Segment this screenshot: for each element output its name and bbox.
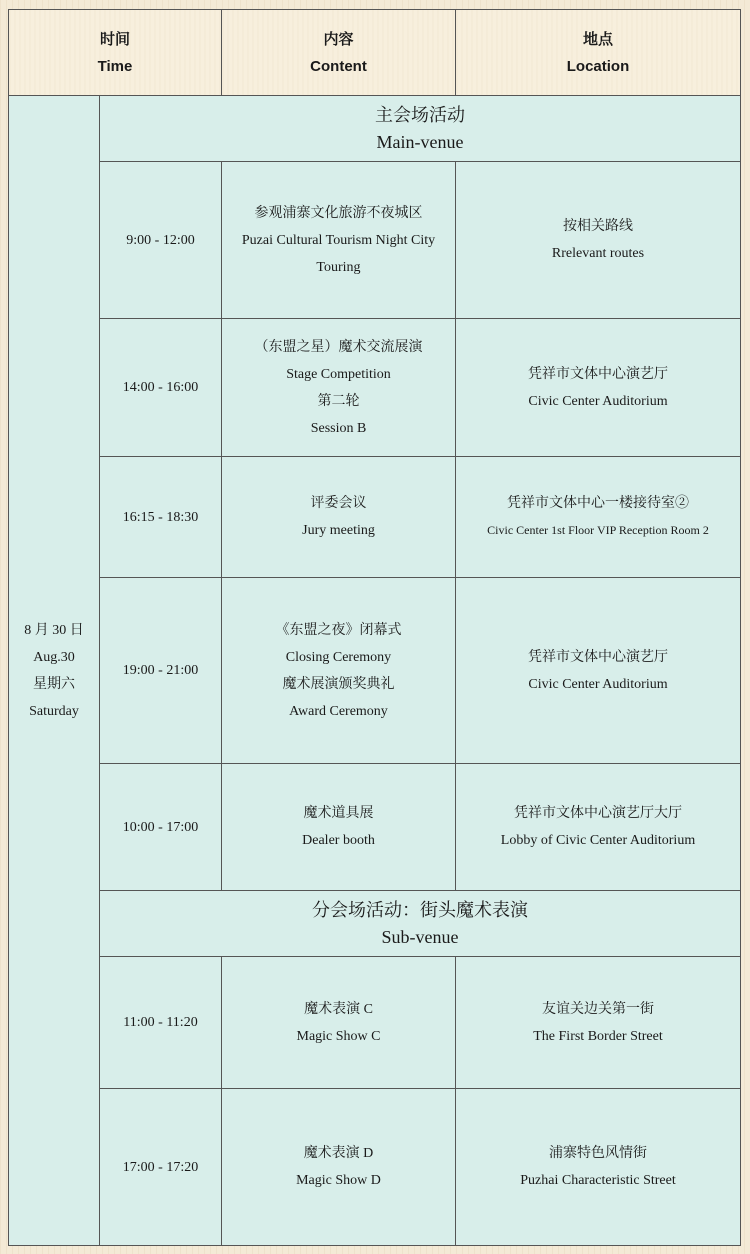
header-content-en: Content — [310, 57, 367, 75]
location-line: 凭祥市文体中心一楼接待室② — [507, 496, 689, 511]
content-line: Stage Competition — [286, 366, 391, 382]
table-row — [9, 319, 741, 457]
location-line: Civic Center Auditorium — [528, 676, 668, 692]
content-line: 魔术表演 D — [303, 1146, 374, 1161]
time-cell: 16:15 - 18:30 — [100, 457, 222, 578]
content-line: Award Ceremony — [289, 703, 388, 719]
content-cell — [222, 764, 456, 891]
content-line: Puzai Cultural Tourism Night City — [241, 232, 436, 248]
table-row — [9, 764, 741, 891]
location-cell — [456, 764, 741, 891]
sub-venue-title-en: Sub-venue — [381, 926, 459, 947]
table-row — [9, 1089, 741, 1246]
main-venue-title-en: Main-venue — [376, 131, 464, 152]
header-location-cn: 地点 — [582, 30, 613, 48]
content-cell — [222, 1089, 456, 1246]
time-cell: 10:00 - 17:00 — [100, 764, 222, 891]
content-line: 魔术展演颁奖典礼 — [282, 676, 395, 692]
location-line: 凭祥市文体中心演艺厅 — [528, 649, 668, 665]
content-line: 第二轮 — [317, 393, 360, 409]
location-cell — [456, 319, 741, 457]
content-line: 魔术表演 C — [304, 1001, 373, 1017]
location-line: Civic Center Auditorium — [528, 393, 668, 409]
content-line: 魔术道具展 — [303, 806, 374, 821]
table-row — [9, 457, 741, 578]
content-cell — [222, 457, 456, 578]
header-time-en: Time — [97, 57, 133, 75]
header-row — [9, 10, 741, 96]
table-row — [9, 162, 741, 319]
location-line: Civic Center 1st Floor VIP Reception Room 2 — [487, 523, 709, 537]
time-cell: 17:00 - 17:20 — [100, 1089, 222, 1246]
sub-venue-title-cn: 分会场活动：街头魔术表演 — [312, 899, 528, 920]
main-venue-title-row — [9, 96, 741, 162]
content-line: Magic Show C — [296, 1028, 381, 1044]
schedule-sheet — [8, 9, 740, 1245]
location-line: The First Border Street — [533, 1028, 663, 1044]
table-row — [9, 578, 741, 764]
date-weekday-cn: 星期六 — [33, 676, 75, 692]
time-cell: 14:00 - 16:00 — [100, 319, 222, 457]
location-line: 凭祥市文体中心演艺厅 — [528, 366, 668, 382]
header-time — [9, 10, 222, 96]
content-line: 参观浦寨文化旅游不夜城区 — [254, 205, 423, 221]
location-cell — [456, 1089, 741, 1246]
location-cell — [456, 578, 741, 764]
sub-venue-title-row — [9, 891, 741, 957]
content-line: Touring — [316, 259, 361, 275]
location-line: Lobby of Civic Center Auditorium — [500, 833, 696, 848]
time-cell: 11:00 - 11:20 — [100, 957, 222, 1089]
date-cell — [9, 96, 100, 1246]
location-line: Rrelevant routes — [551, 246, 645, 261]
content-line: Closing Ceremony — [285, 649, 392, 665]
table-row — [9, 957, 741, 1089]
date-day-en: Aug.30 — [33, 649, 75, 665]
location-line: Puzhai Characteristic Street — [520, 1173, 676, 1188]
content-line: （东盟之星）魔术交流展演 — [254, 339, 423, 355]
header-location — [456, 10, 741, 96]
time-cell: 9:00 - 12:00 — [100, 162, 222, 319]
header-location-en: Location — [566, 57, 630, 75]
content-line: 评委会议 — [310, 496, 367, 511]
location-line: 友谊关边关第一街 — [542, 1001, 654, 1017]
content-cell — [222, 162, 456, 319]
location-cell — [456, 162, 741, 319]
header-time-cn: 时间 — [99, 30, 130, 48]
header-content-cn: 内容 — [323, 30, 354, 48]
content-cell — [222, 319, 456, 457]
content-line: Session B — [310, 420, 367, 436]
header-content — [222, 10, 456, 96]
content-line: Dealer booth — [302, 833, 375, 848]
content-cell — [222, 578, 456, 764]
main-venue-title-cn: 主会场活动 — [375, 104, 465, 125]
location-line: 凭祥市文体中心演艺厅大厅 — [514, 806, 682, 821]
content-line: 《东盟之夜》闭幕式 — [275, 622, 402, 638]
date-weekday-en: Saturday — [29, 703, 79, 719]
schedule-table — [8, 9, 741, 1246]
location-line: 浦寨特色风情街 — [549, 1146, 647, 1161]
sub-venue-title — [100, 891, 741, 957]
content-cell — [222, 957, 456, 1089]
main-venue-title — [100, 96, 741, 162]
location-line: 按相关路线 — [563, 219, 633, 234]
content-line: Magic Show D — [296, 1173, 381, 1188]
location-cell — [456, 457, 741, 578]
time-cell: 19:00 - 21:00 — [100, 578, 222, 764]
date-day-cn: 8 月 30 日 — [24, 622, 84, 638]
content-line: Jury meeting — [302, 523, 375, 538]
location-cell — [456, 957, 741, 1089]
